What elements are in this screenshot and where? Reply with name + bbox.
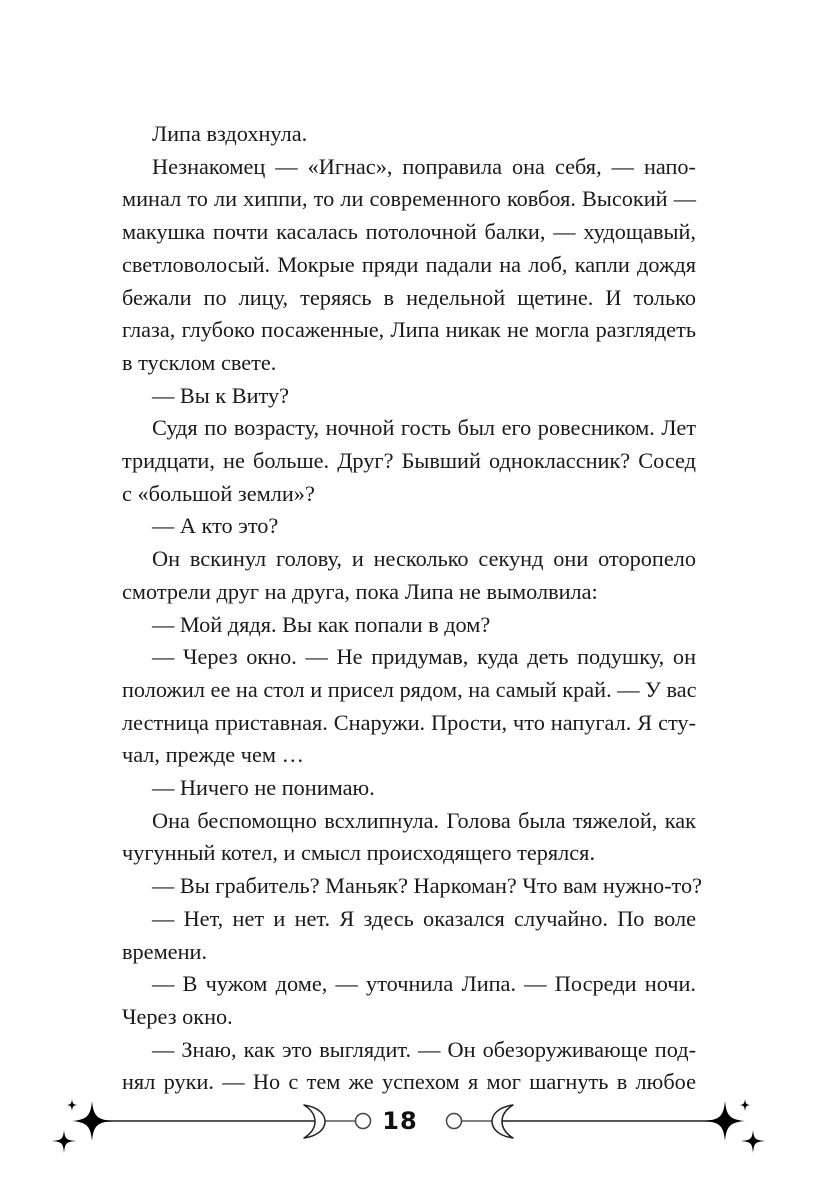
text-line: минал то ли хиппи, то ли современного ковбоя. Высокий — xyxy=(122,186,696,212)
dialogue-line xyxy=(122,772,696,805)
paragraph xyxy=(122,151,696,380)
text-line: — Вы грабитель? Маньяк? Наркоман? Что вам нужно-то? xyxy=(152,873,703,899)
text-line: — А кто это? xyxy=(152,513,279,539)
text-line: — Ничего не понимаю. xyxy=(152,775,375,801)
text-line: светловолосый. Мокрые пряди падали на лоб, капли дождя xyxy=(122,251,696,277)
text-line: положил ее на стол и присел рядом, на самый край. — У вас xyxy=(122,676,697,702)
text-line: — В чужом доме, — уточнила Липа. — Посреди ночи. xyxy=(152,971,696,997)
text-line: Он вскинул голову, и несколько секунд они оторопело xyxy=(152,546,696,572)
dialogue-line xyxy=(122,968,696,1033)
text-line: Через окно. xyxy=(122,1003,233,1029)
text-line: Она беспомощно всхлипнула. Голова была тяжелой, как xyxy=(152,807,696,833)
text-line: — Мой дядя. Вы как попали в дом? xyxy=(152,611,491,637)
text-line: Судя по возрасту, ночной гость был его ровесником. Лет xyxy=(152,415,696,441)
text-line: — Через окно. — Не придумав, куда деть подушку, он xyxy=(152,644,696,670)
page-number: 18 xyxy=(382,1107,418,1135)
text-line: — Знаю, как это выглядит. — Он обезоруживающе под- xyxy=(152,1036,696,1062)
dialogue-line xyxy=(122,510,696,543)
dialogue-line xyxy=(122,380,696,413)
paragraph xyxy=(122,412,696,510)
text-line: Незнакомец — «Игнас», поправила она себя, — напо- xyxy=(152,153,696,179)
text-line: Липа вздохнула. xyxy=(152,121,308,146)
sparkle-star-icon xyxy=(705,1099,765,1153)
text-line: смотрели друг на друга, пока Липа не вымолвила: xyxy=(122,578,598,604)
text-line: чугунный котел, и смысл происходящего терялся. xyxy=(122,840,596,866)
paragraph xyxy=(122,805,696,870)
text-line: в тусклом свете. xyxy=(122,349,277,375)
sparkle-star-icon xyxy=(52,1099,112,1153)
dialogue-line xyxy=(122,641,696,772)
text-line: макушка почти касалась потолочной балки, — худощавый, xyxy=(122,219,696,245)
dialogue-line xyxy=(122,903,696,968)
text-line: — Нет, нет и нет. Я здесь оказался случайно. По воле xyxy=(152,905,696,931)
text-line: чал, прежде чем … xyxy=(122,742,304,768)
text-line: с «большой земли»? xyxy=(122,480,315,506)
text-line: глаза, глубоко посаженные, Липа никак не могла разглядеть xyxy=(122,317,696,343)
circle-ornament-icon xyxy=(356,1114,371,1129)
paragraph xyxy=(122,118,696,151)
dialogue-line xyxy=(122,870,703,903)
text-line: лестница приставная. Снаружи. Прости, что напугал. Я сту- xyxy=(122,709,696,735)
text-line: времени. xyxy=(122,938,208,964)
text-line: бежали по лицу, теряясь в недельной щетине. И только xyxy=(122,284,696,310)
paragraph xyxy=(122,543,696,608)
text-line: — Вы к Виту? xyxy=(152,382,290,408)
dialogue-line xyxy=(122,609,696,642)
text-line: нял руки. — Но с тем же успехом я мог шагнуть в любое xyxy=(122,1069,696,1095)
text-line: тридцати, не больше. Друг? Бывший одноклассник? Сосед xyxy=(122,448,696,474)
circle-ornament-icon xyxy=(447,1114,462,1129)
page-body-text xyxy=(122,118,703,1099)
